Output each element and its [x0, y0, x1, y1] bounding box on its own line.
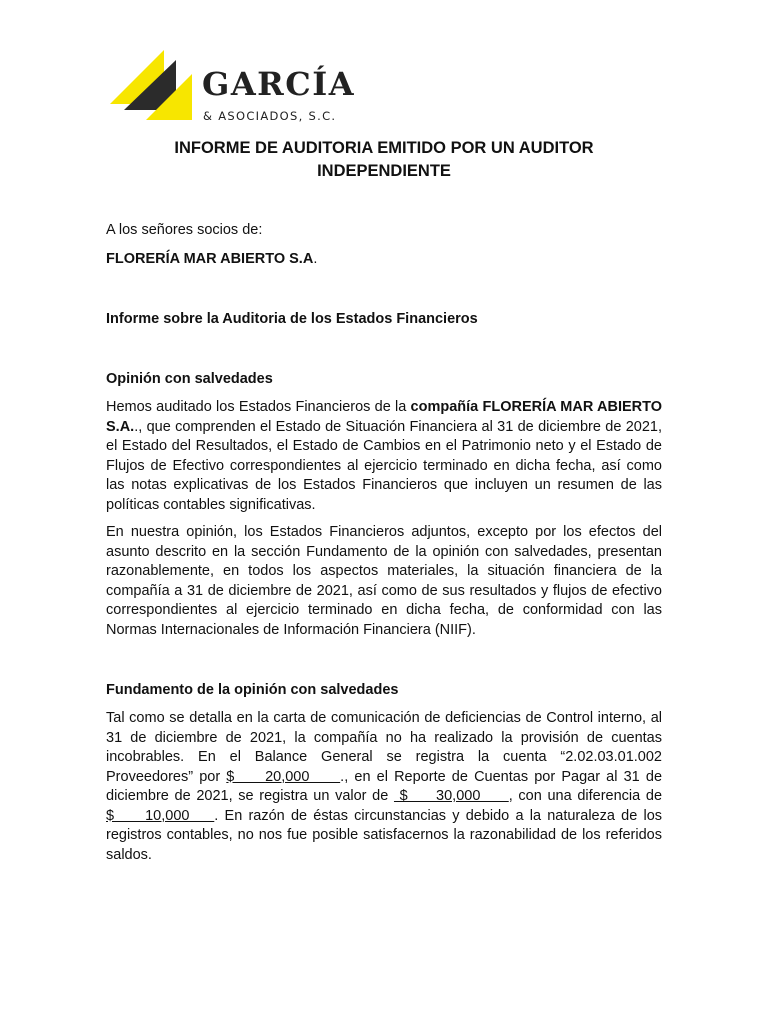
- opinion-p1-start: Hemos auditado los Estados Financieros de la: [106, 399, 411, 415]
- fundamento-heading: Fundamento de la opinión con salvedades: [106, 682, 399, 698]
- company-name: FLORERÍA MAR ABIERTO S.A: [106, 251, 314, 267]
- fundamento-text-1: Tal como se detalla en la carta de comunicación de deficiencias de Control interno, al 31 de diciembre de 2021, la compañía no ha realizado la provisión de cuentas incobrables. En el Balance General se registra la cuenta “2.02.03.01.002 Proveedores” por: [106, 710, 662, 785]
- logo-mark-icon: [106, 44, 192, 120]
- fundamento-text-3: , con una diferencia de: [508, 788, 663, 804]
- company-line: [106, 250, 317, 269]
- logo-name: GARCÍA: [202, 65, 356, 103]
- opinion-paragraph-1: [106, 398, 662, 515]
- report-title-line-2: INDEPENDIENTE: [317, 162, 451, 180]
- salutation: A los señores socios de:: [106, 222, 263, 238]
- opinion-p1-end: ., que comprenden el Estado de Situación Financiera al 31 de diciembre de 2021, el Estado del Resultados, el Estado de Cambios en el Patrimonio neto y el Estado de Flujos de Efectivo correspondientes al ejercicio terminado en dicha fecha, así como las notas explicativas de los Estados Financieros que incluyen un resumen de las políticas contables significativas.: [106, 418, 662, 513]
- amount-cuentas-por-pagar: $ 30,000: [393, 788, 509, 804]
- fundamento-paragraph: [106, 709, 662, 865]
- opinion-heading: Opinión con salvedades: [106, 371, 273, 387]
- report-title: [106, 137, 662, 183]
- opinion-paragraph-2: En nuestra opinión, los Estados Financieros adjuntos, excepto por los efectos del asunto descrito en la sección Fundamento de la opinión con salvedades, presentan razonablemente, en todos los aspectos materiales, la situación financiera de la compañía a 31 de diciembre de 2021, así como de sus resultados y flujos de efectivo correspondientes al ejercicio terminado en dicha fecha, de conformidad con las Normas Internacionales de Información Financiera (NIIF).: [106, 524, 662, 638]
- amount-proveedores: $ 20,000: [226, 768, 341, 785]
- report-title-line-1: INFORME DE AUDITORIA EMITIDO POR UN AUDITOR: [174, 139, 594, 157]
- section-title: Informe sobre la Auditoria de los Estados Financieros: [106, 311, 478, 327]
- opinion-p1-company: compañía FLORERÍA MAR ABIERTO S.A.: [106, 399, 662, 435]
- company-logo: [106, 44, 356, 124]
- fundamento-text-4: . En razón de éstas circunstancias y debido a la naturaleza de los registros contables, no nos fue posible satisfacernos la razonabilidad de los referidos saldos.: [106, 807, 663, 863]
- fundamento-text-2: ., en el Reporte de Cuentas por Pagar al 31 de diciembre de 2021, se registra un valor de: [106, 768, 663, 804]
- amount-diferencia: $ 10,000: [106, 807, 215, 824]
- logo-subtitle: & ASOCIADOS, S.C.: [203, 109, 337, 123]
- company-dot: .: [313, 251, 318, 267]
